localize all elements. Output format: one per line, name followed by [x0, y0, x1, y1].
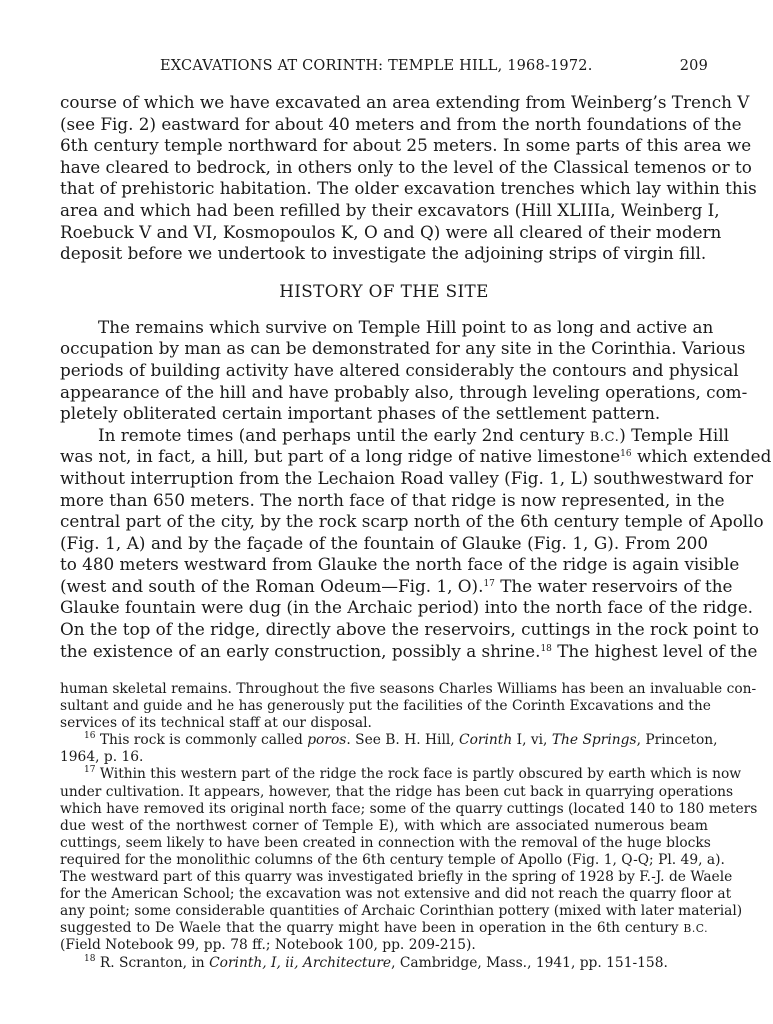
- text-line: (Fig. 1, A) and by the façade of the fountain of Glauke (Fig. 1, G). From 200: [60, 532, 708, 553]
- text-line: course of which we have excavated an area extending from Weinberg’s Trench V: [60, 92, 750, 112]
- footnote-line: under cultivation. It appears, however, that the ridge has been cut back in quarrying operations: [60, 783, 734, 800]
- footnote-17: [60, 765, 758, 954]
- footnote-line: which have removed its original north face; some of the quarry cuttings (located 140 to 180 meters: [60, 800, 758, 817]
- text-line: central part of the city, by the rock scarp north of the 6th century temple of Apollo: [60, 511, 764, 532]
- text-line: The remains which survive on Temple Hill point to as long and active an: [98, 316, 714, 337]
- text-line: deposit before we undertook to investigate the adjoining strips of virgin fill.: [60, 243, 707, 264]
- running-head: [60, 58, 708, 80]
- text-line: periods of building activity have altered considerably the contours and physical: [60, 359, 739, 380]
- text-line: occupation by man as can be demonstrated for any site in the Corinthia. Various: [60, 338, 746, 359]
- footnote-number: 16: [84, 731, 96, 742]
- footnote-line: (Field Notebook 99, pp. 78 ff.; Notebook 100, pp. 209-215).: [60, 937, 476, 954]
- section-heading: HISTORY OF THE SITE: [279, 280, 489, 301]
- text-line: appearance of the hill and have probably also, through leveling operations, com-: [60, 381, 748, 402]
- text-line: that of prehistoric habitation. The older excavation trenches which lay within this: [60, 178, 757, 199]
- footnote-line: 1964, p. 16.: [60, 749, 144, 766]
- text-line: the existence of an early construction, possibly a shrine.$^{18}$ The highest level of the: [60, 640, 758, 661]
- text-line: In remote times (and perhaps until the early 2nd century B.C.) Temple Hill: [98, 424, 729, 445]
- text-line: more than 650 meters. The north face of that ridge is now represented, in the: [60, 489, 725, 510]
- text-line: On the top of the ridge, directly above the reservoirs, cuttings in the rock point to: [60, 619, 760, 640]
- footnote-line: cuttings, seem likely to have been created in connection with the removal of the huge blocks: [60, 834, 711, 851]
- footnote-number: 17: [84, 765, 96, 776]
- footnote-ref-16[interactable]: 16: [620, 449, 632, 460]
- footnote-ref-18[interactable]: 18: [540, 643, 552, 654]
- text-line: was not, in fact, a hill, but part of a long ridge of native limestone$^{16}$ which extended: [60, 446, 772, 467]
- footnote-18: [60, 955, 708, 972]
- footnote-line: $^{16}$ This rock is commonly called poros. See B. H. Hill, Corinth I, vi, The Springs, Princeton,: [84, 731, 718, 749]
- footnote-line: $^{18}$ R. Scranton, in Corinth, I, ii, Architecture, Cambridge, Mass., 1941, pp. 151-158.: [84, 953, 668, 971]
- text-line: pletely obliterated certain important phases of the settlement pattern.: [60, 403, 661, 424]
- text-line: Roebuck V and VI, Kosmopoulos K, O and Q) were all cleared of their modern: [60, 221, 722, 242]
- text-line: (see Fig. 2) eastward for about 40 meters and from the north foundations of the: [60, 113, 742, 134]
- text-line: Glauke fountain were dug (in the Archaic period) into the north face of the ridge.: [60, 597, 754, 618]
- running-head-title: EXCAVATIONS AT CORINTH: TEMPLE HILL, 1968-1972.: [160, 58, 593, 74]
- footnote-continuation: [60, 681, 757, 732]
- footnote-line: suggested to De Waele that the quarry might have been in operation in the 6th century B.C.: [60, 920, 708, 937]
- footnote-line: due west of the northwest corner of Temple E), with which are associated numerous beam: [60, 817, 708, 834]
- main-text: [60, 92, 772, 662]
- footnotes: [60, 681, 758, 972]
- text-line: without interruption from the Lechaion Road valley (Fig. 1, L) southwestward for: [60, 467, 754, 488]
- text-line: have cleared to bedrock, in others only to the level of the Classical temenos or to: [60, 156, 752, 177]
- footnote-line: $^{17}$ Within this western part of the ridge the rock face is partly obscured by earth which is now: [84, 765, 742, 783]
- footnote-line: human skeletal remains. Throughout the five seasons Charles Williams has been an invaluable con-: [60, 681, 757, 697]
- era-abbreviation: B.C.: [683, 922, 708, 936]
- paragraph-remote-times: [60, 424, 772, 663]
- era-abbreviation: B.C.: [589, 429, 620, 445]
- text-line: area and which had been refilled by their excavators (Hill XLIIIa, Weinberg I,: [60, 199, 720, 220]
- footnote-16: [60, 731, 718, 766]
- footnote-number: 18: [84, 953, 96, 964]
- page-number: 209: [679, 58, 708, 74]
- footnote-line: The westward part of this quarry was investigated briefly in the spring of 1928 by F.-J. de Waele: [60, 869, 733, 886]
- paragraph-remains: [60, 316, 748, 425]
- footnote-line: sultant and guide and he has generously put the facilities of the Corinth Excavations and the: [60, 698, 711, 715]
- footnote-line: for the American School; the excavation was not extensive and did not reach the quarry floor at: [60, 886, 732, 903]
- footnote-line: required for the monolithic columns of the 6th century temple of Apollo (Fig. 1, Q-Q; Pl. 49, a).: [60, 851, 725, 868]
- text-line: 6th century temple northward for about 25 meters. In some parts of this area we: [60, 135, 752, 156]
- text-line: (west and south of the Roman Odeum—Fig. 1, O).$^{17}$ The water reservoirs of the: [60, 575, 733, 596]
- paragraph-excavation-area: [60, 92, 757, 265]
- text-line: to 480 meters westward from Glauke the north face of the ridge is again visible: [60, 554, 740, 575]
- footnote-line: services of its technical staff at our disposal.: [60, 715, 372, 732]
- footnote-line: any point; some considerable quantities of Archaic Corinthian pottery (mixed with later material): [60, 903, 743, 920]
- footnote-ref-17[interactable]: 17: [483, 578, 495, 589]
